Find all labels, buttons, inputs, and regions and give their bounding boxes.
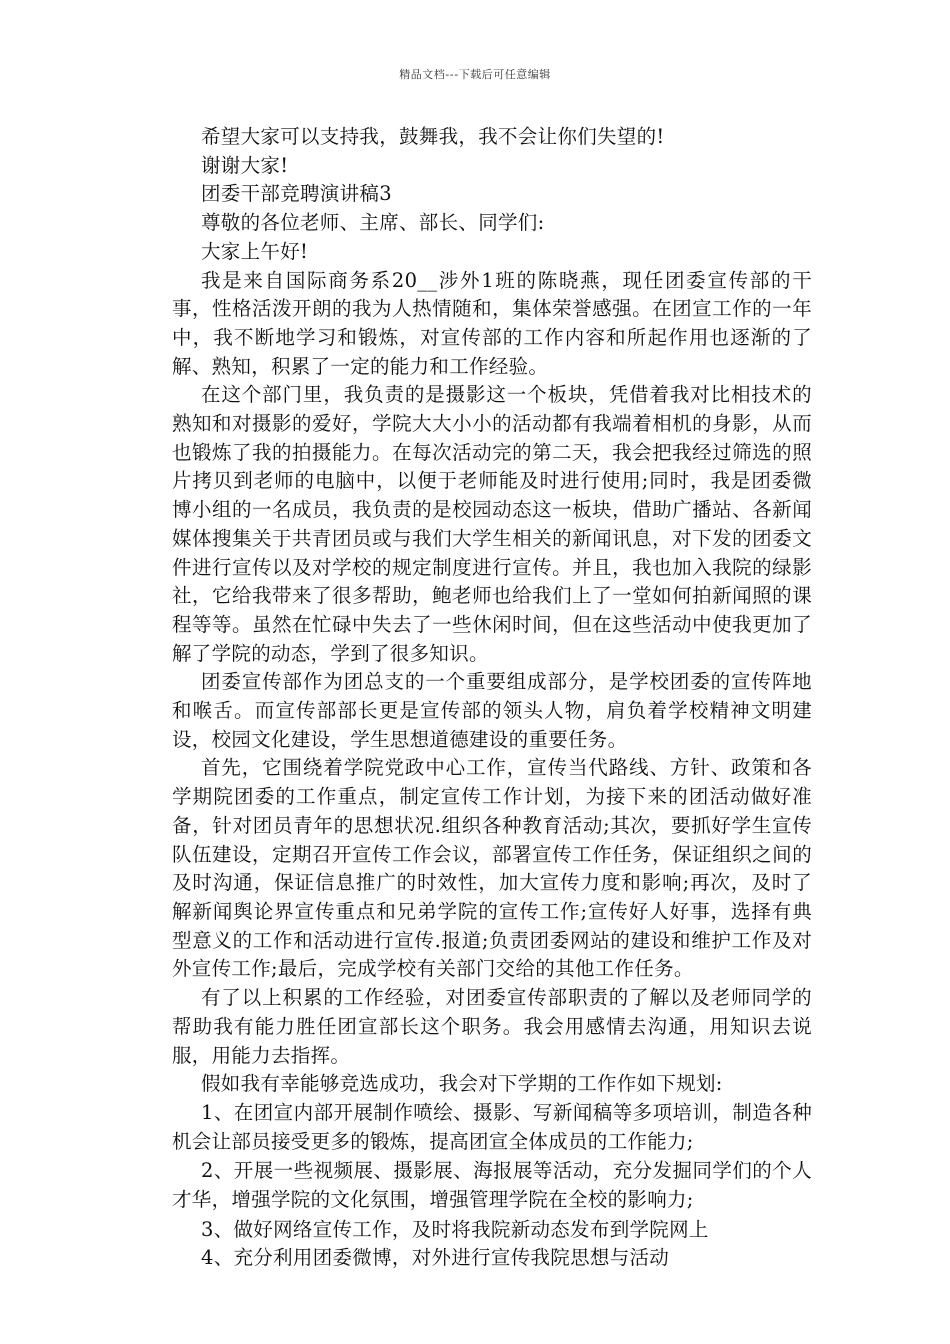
paragraph-department-role: 团委宣传部作为团总支的一个重要组成部分，是学校团委的宣传阵地和喉舌。而宣传部部长更是宣传部的领头人物，肩负着学校精神文明建设，校园文化建设，学生思想道德建设的重要任务。 bbox=[172, 670, 812, 751]
page-header: 精品文档---下载后可任意编辑 bbox=[399, 68, 551, 81]
paragraph-plan-intro: 假如我有幸能够竞选成功，我会对下学期的工作作如下规划: bbox=[201, 1072, 723, 1096]
greeting: 大家上午好! bbox=[201, 239, 309, 263]
paragraph-photography: 在这个部门里，我负责的是摄影这一个板块，凭借着我对比相技术的熟知和对摄影的爱好，学院大大小小的活动都有我端着相机的身影，从而也锻炼了我的拍摄能力。在每次活动完的第二天，我会把我经过筛选的照片拷贝到老师的电脑中，以便于老师能及时进行使用;同时，我是团委微博小组的一名成员，我负责的是校园动态这一板块，借助广播站、各新闻媒体搜集关于共青团员或与我们大学生相关的新闻讯息，对下发的团委文件进行宣传以及对学校的规定制度进行宣传。并且，我也加入我院的绿影社，它给我带来了很多帮助，鲍老师也给我们上了一堂如何拍新闻照的课程等等。虽然在忙碌中失去了一些休闲时间，但在这些活动中使我更加了解了学院的动态，学到了很多知识。 bbox=[172, 383, 812, 665]
plan-item-4: 4、充分利用团委微博，对外进行宣传我院思想与活动 bbox=[201, 1246, 670, 1270]
document-body bbox=[172, 123, 812, 1273]
paragraph-intro: 我是来自国际商务系20__涉外1班的陈晓燕，现任团委宣传部的干事，性格活泼开朗的我为人热情随和，集体荣誉感强。在团宣工作的一年中，我不断地学习和锻炼，对宣传部的工作内容和所起作用也逐渐的了解、熟知，积累了一定的能力和工作经验。 bbox=[172, 268, 812, 378]
closing-line: 希望大家可以支持我，鼓舞我，我不会让你们失望的! bbox=[201, 125, 665, 148]
plan-item-3: 3、做好网络宣传工作，及时将我院新动态发布到学院网上 bbox=[201, 1217, 709, 1241]
paragraph-qualification: 有了以上积累的工作经验，对团委宣传部职责的了解以及老师同学的帮助我有能力胜任团宣部长这个职务。我会用感情去沟通，用知识去说服，用能力去指挥。 bbox=[172, 986, 812, 1067]
speech-title: 团委干部竞聘演讲稿3 bbox=[201, 182, 392, 206]
thanks-line: 谢谢大家! bbox=[201, 153, 289, 177]
plan-item-2: 2、开展一些视频展、摄影展、海报展等活动，充分发掘同学们的个人才华，增强学院的文化氛围，增强管理学院在全校的影响力; bbox=[172, 1159, 812, 1212]
plan-item-1: 1、在团宣内部开展制作喷绘、摄影、写新闻稿等多项培训，制造各种机会让部员接受更多的锻炼，提高团宣全体成员的工作能力; bbox=[172, 1100, 812, 1153]
salutation: 尊敬的各位老师、主席、部长、同学们: bbox=[201, 211, 545, 235]
paragraph-duties: 首先，它围绕着学院党政中心工作，宣传当代路线、方针、政策和各学期院团委的工作重点，制定宣传工作计划，为接下来的团活动做好准备，针对团员青年的思想状况.组织各种教育活动;其次，要抓好学生宣传队伍建设，定期召开宣传工作会议，部署宣传工作任务，保证组织之间的及时沟通，保证信息推广的时效性，加大宣传力度和影响;再次，及时了解新闻舆论界宣传重点和兄弟学院的宣传工作;宣传好人好事，选择有典型意义的工作和活动进行宣传.报道;负责团委网站的建设和维护工作及对外宣传工作;最后，完成学校有关部门交给的其他工作任务。 bbox=[172, 756, 812, 981]
